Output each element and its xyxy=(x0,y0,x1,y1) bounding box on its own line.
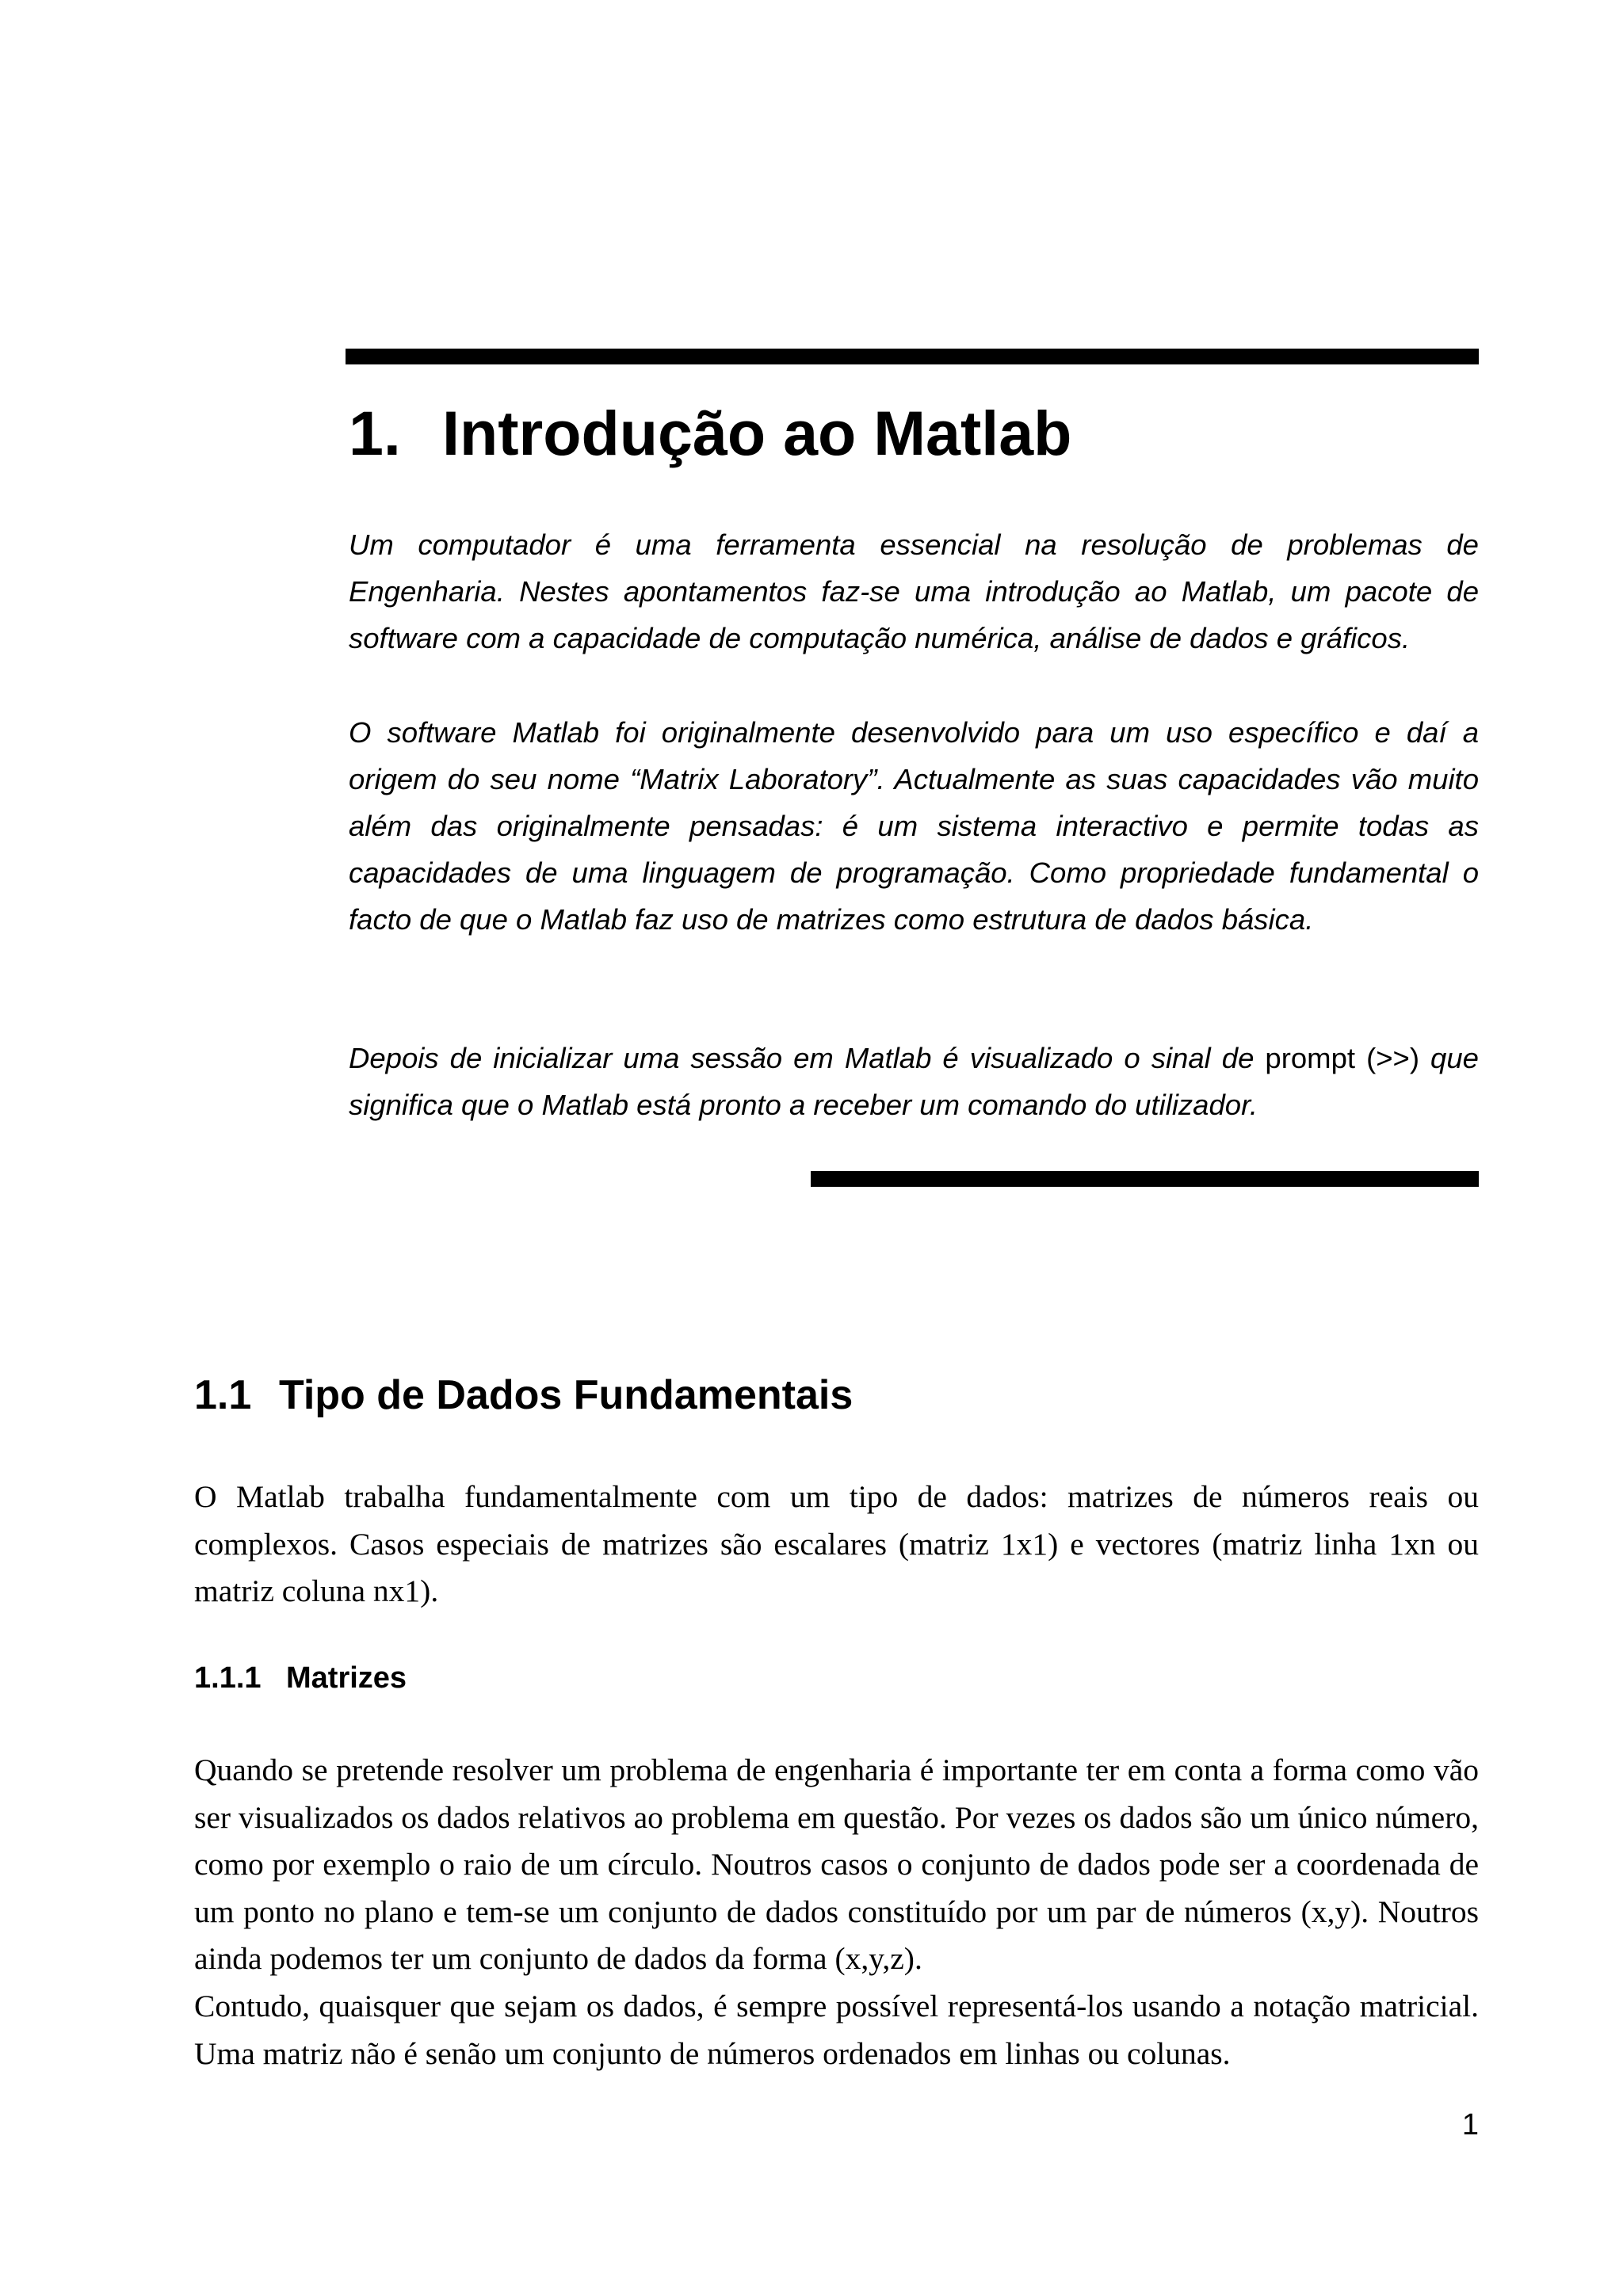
subsection-title-text: Matrizes xyxy=(286,1661,407,1695)
section-title-text: Tipo de Dados Fundamentais xyxy=(279,1372,854,1418)
page-number: 1 xyxy=(1461,2108,1479,2142)
subsection-paragraph-2: Contudo, quaisquer que sejam os dados, é sempre possível representá-los usando a notação matricial. Uma matriz não é senão um conjunto de números ordenados em linhas ou colunas. xyxy=(194,1989,1479,2071)
chapter-title-text: Introdução ao Matlab xyxy=(442,398,1072,468)
abstract-p3-text-2: que significa que o Matlab está pronto a receber um comando do utilizador. xyxy=(349,1042,1479,1121)
section-title xyxy=(194,1367,853,1423)
abstract-p3-text-1: Depois de inicializar uma sessão em Matlab é visualizado o sinal de xyxy=(349,1042,1254,1074)
section-number: 1.1 xyxy=(194,1372,252,1418)
prompt-term: prompt xyxy=(1265,1042,1356,1074)
subsection-number: 1.1.1 xyxy=(194,1661,262,1695)
prompt-symbol: (>>) xyxy=(1366,1042,1420,1074)
chapter-title xyxy=(349,390,1482,477)
abstract-paragraph-1: Um computador é uma ferramenta essencial na resolução de problemas de Engenharia. Nestes apontamentos faz-se uma introdução ao Matlab, um pacote de software com a capacidade de computação numérica, análise de dados e gráficos. xyxy=(349,528,1479,654)
subsection-title xyxy=(194,1658,407,1698)
chapter-number: 1. xyxy=(349,398,401,468)
section-paragraph-1: O Matlab trabalha fundamentalmente com um tipo de dados: matrizes de números reais ou complexos. Casos especiais de matrizes são escalares (matriz 1x1) e vectores (matriz linha 1xn ou matriz coluna nx1). xyxy=(194,1479,1479,1608)
abstract-paragraph-3 xyxy=(349,1035,1479,1128)
abstract-paragraph-2: O software Matlab foi originalmente desenvolvido para um uso específico e daí a origem do seu nome “Matrix Laboratory”. Actualmente as suas capacidades vão muito além das originalmente pensadas: é um sistema interactivo e permite todas as capacidades de uma linguagem de programação. Como propriedade fundamental o facto de que o Matlab faz uso de matrizes como estrutura de dados básica. xyxy=(349,716,1479,936)
chapter-top-rule xyxy=(346,349,1479,364)
subsection-paragraph-1: Quando se pretende resolver um problema de engenharia é importante ter em conta a forma como vão ser visualizados os dados relativos ao problema em questão. Por vezes os dados são um único número, como por exemplo o raio de um círculo. Noutros casos o conjunto de dados pode ser a coordenada de um ponto no plano e tem-se um conjunto de dados constituído por um par de números (x,y). Noutros ainda podemos ter um conjunto de dados da forma (x,y,z). xyxy=(194,1753,1479,1976)
chapter-bottom-rule xyxy=(811,1171,1479,1187)
